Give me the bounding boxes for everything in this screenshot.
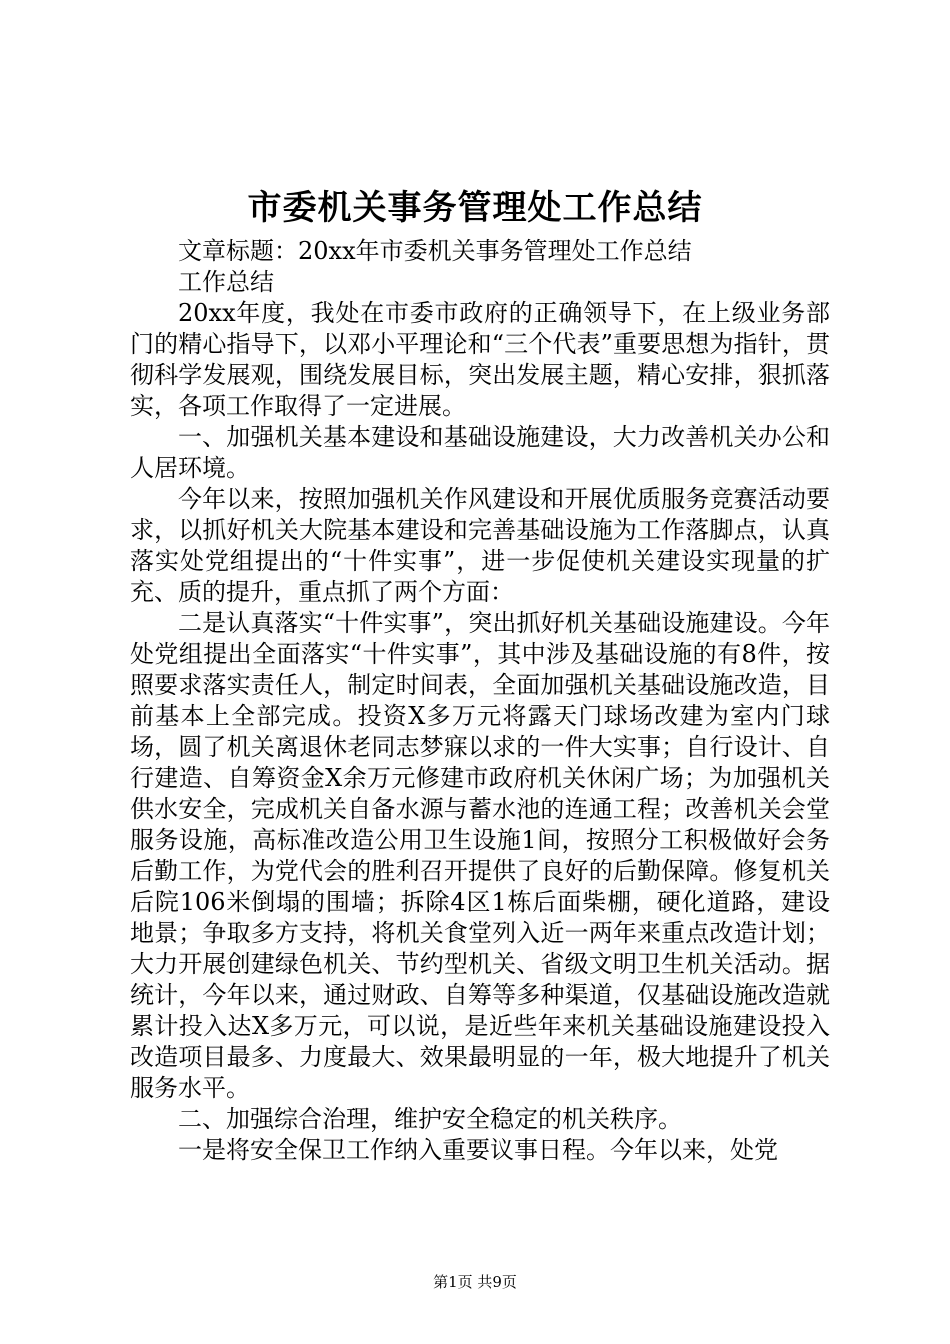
article-title-line: 文章标题：20xx年市委机关事务管理处工作总结: [178, 237, 692, 265]
body-paragraph: 20xx年度，我处在市委市政府的正确领导下，在上级业务部门的精心指导下，以邓小平理论和“三个代表”重要思想为指针，贯彻科学发展观，围绕发展目标，突出发展主题，精心安排，狠抓落实，各项工作取得了一定进展。: [130, 299, 830, 420]
body-paragraph: 今年以来，按照加强机关作风建设和开展优质服务竞赛活动要求，以抓好机关大院基本建设和完善基础设施为工作落脚点，认真落实处党组提出的“十件实事”，进一步促使机关建设实现量的扩充、质的提升，重点抓了两个方面：: [130, 485, 830, 606]
section-heading: 二、加强综合治理，维护安全稳定的机关秩序。: [178, 1105, 682, 1133]
body-paragraph: 二是认真落实“十件实事”，突出抓好机关基础设施建设。今年处党组提出全面落实“十件实事”，其中涉及基础设施的有8件，按照要求落实责任人，制定时间表，全面加强机关基础设施改造，目前基本上全部完成。投资X多万元将露天门球场改建为室内门球场，圆了机关离退休老同志梦寐以求的一件大实事；自行设计、自行建造、自筹资金X余万元修建市政府机关休闲广场；为加强机关供水安全，完成机关自备水源与蓄水池的连通工程；改善机关会堂服务设施，高标准改造公用卫生设施1间，按照分工积极做好会务后勤工作，为党代会的胜利召开提供了良好的后勤保障。修复机关后院106米倒塌的围墙；拆除4区1栋后面柴棚，硬化道路，建设地景；争取多方支持，将机关食堂列入近一两年来重点改造计划；大力开展创建绿色机关、节约型机关、省级文明卫生机关活动。据统计，今年以来，通过财政、自筹等多种渠道，仅基础设施改造就累计投入达X多万元，可以说，是近些年来机关基础设施建设投入改造项目最多、力度最大、效果最明显的一年，极大地提升了机关服务水平。: [130, 609, 830, 1102]
document-body: [130, 236, 830, 1166]
document-title: 市委机关事务管理处工作总结: [247, 188, 703, 228]
section-heading: 一、加强机关基本建设和基础设施建设，大力改善机关办公和人居环境。: [130, 423, 830, 482]
body-paragraph: 一是将安全保卫工作纳入重要议事日程。今年以来，处党: [178, 1136, 778, 1164]
category-line: 工作总结: [178, 268, 274, 296]
page-number-footer: 第1页 共9页: [433, 1273, 517, 1291]
